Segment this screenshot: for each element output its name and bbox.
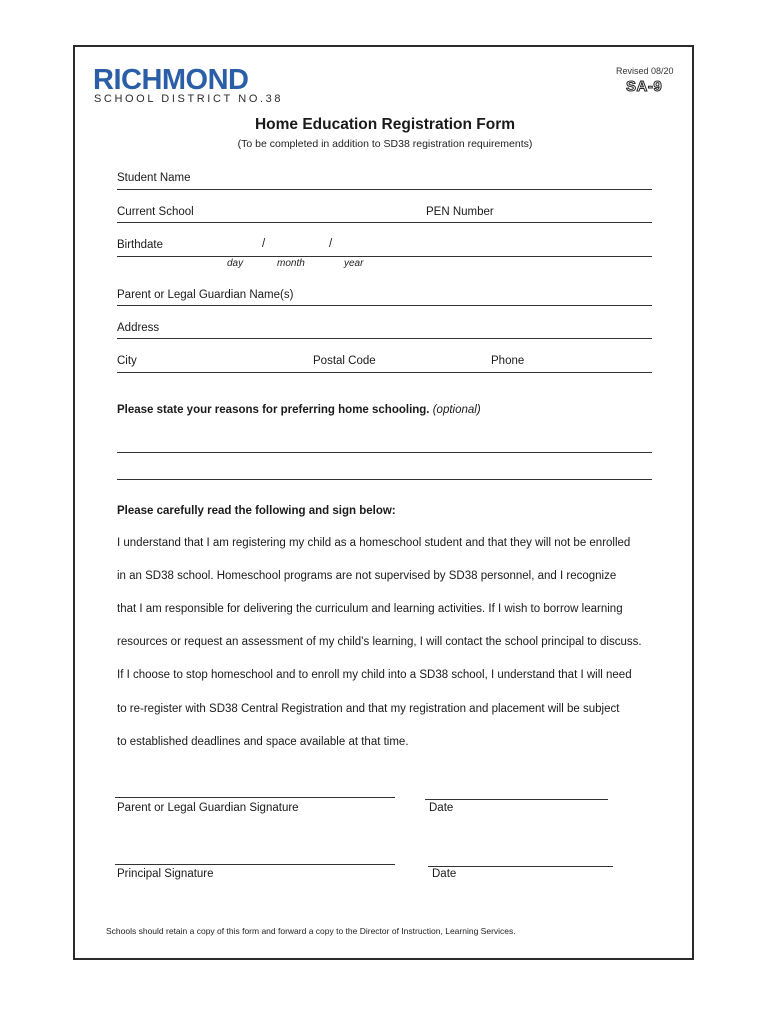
- city-line: [117, 372, 652, 373]
- address-label: Address: [117, 322, 160, 334]
- phone-label: Phone: [491, 355, 525, 367]
- agreement-line: If I choose to stop homeschool and to enroll my child into a SD38 school, I understand that I will need: [117, 669, 632, 681]
- district-logo-subtitle: SCHOOL DISTRICT NO.38: [94, 93, 284, 105]
- reasons-prompt-text: Please state your reasons for preferring home schooling.: [117, 404, 430, 416]
- reasons-field-2[interactable]: [117, 459, 656, 481]
- reasons-line-2: [117, 479, 652, 480]
- current-school-label: Current School: [117, 206, 194, 218]
- agreement-line: to re-register with SD38 Central Registration and that my registration and placement will be subject: [117, 703, 620, 715]
- guardian-date-label: Date: [429, 802, 454, 814]
- birthdate-slash-1: /: [262, 238, 266, 250]
- agreement-heading: Please carefully read the following and sign below:: [117, 505, 396, 517]
- address-line: [117, 338, 652, 339]
- agreement-line: that I am responsible for delivering the curriculum and learning activities. If I wish to borrow learning: [117, 603, 623, 615]
- agreement-line: to established deadlines and space available at that time.: [117, 736, 409, 748]
- birth-year-field[interactable]: [340, 235, 424, 257]
- page-subtitle: (To be completed in addition to SD38 registration requirements): [237, 138, 533, 150]
- principal-date-line[interactable]: [428, 866, 613, 867]
- reasons-field-1[interactable]: [117, 432, 656, 454]
- guardian-date-line[interactable]: [425, 799, 608, 800]
- student-name-field[interactable]: [200, 168, 654, 190]
- agreement-line: resources or request an assessment of my child’s learning, I will contact the school principal to discuss.: [117, 636, 642, 648]
- student-name-line: [117, 189, 652, 190]
- district-logo-wordmark: RICHMOND: [93, 64, 249, 96]
- birth-month-field[interactable]: [272, 235, 331, 257]
- month-hint: month: [277, 258, 305, 269]
- footer-note: Schools should retain a copy of this form and forward a copy to the Director of Instruction, Learning Services.: [106, 926, 516, 936]
- birth-day-field[interactable]: [200, 235, 264, 257]
- address-field[interactable]: [165, 318, 654, 340]
- city-field[interactable]: [145, 351, 309, 373]
- agreement-line: I understand that I am registering my child as a homeschool student and that they will not be enrolled: [117, 537, 631, 549]
- principal-signature-line[interactable]: [115, 864, 395, 865]
- guardian-signature-label: Parent or Legal Guardian Signature: [117, 802, 299, 814]
- revision-date: Revised 08/20: [616, 66, 674, 76]
- form-code: SA-9: [626, 78, 663, 95]
- reasons-optional-note: (optional): [432, 404, 481, 416]
- reasons-prompt: [117, 404, 481, 416]
- principal-date-label: Date: [432, 868, 457, 880]
- guardian-name-field[interactable]: [305, 285, 654, 307]
- guardian-name-label: Parent or Legal Guardian Name(s): [117, 289, 294, 301]
- year-hint: year: [344, 258, 364, 269]
- guardian-signature-line[interactable]: [115, 797, 395, 798]
- pen-number-label: PEN Number: [426, 206, 494, 218]
- agreement-line: in an SD38 school. Homeschool programs are not supervised by SD38 personnel, and I recognize: [117, 570, 617, 582]
- student-name-label: Student Name: [117, 172, 191, 184]
- current-school-field[interactable]: [200, 202, 419, 224]
- pen-number-field[interactable]: [500, 202, 654, 224]
- postal-code-field[interactable]: [382, 351, 486, 373]
- page-title: Home Education Registration Form: [254, 116, 516, 133]
- phone-field[interactable]: [530, 351, 654, 373]
- birthdate-slash-2: /: [329, 238, 333, 250]
- guardian-name-line: [117, 305, 652, 306]
- birthdate-label: Birthdate: [117, 239, 164, 251]
- principal-signature-label: Principal Signature: [117, 868, 214, 880]
- day-hint: day: [227, 258, 244, 269]
- city-label: City: [117, 355, 137, 367]
- birthdate-line: [117, 256, 652, 257]
- reasons-line-1: [117, 452, 652, 453]
- postal-code-label: Postal Code: [313, 355, 376, 367]
- current-school-line: [117, 222, 652, 223]
